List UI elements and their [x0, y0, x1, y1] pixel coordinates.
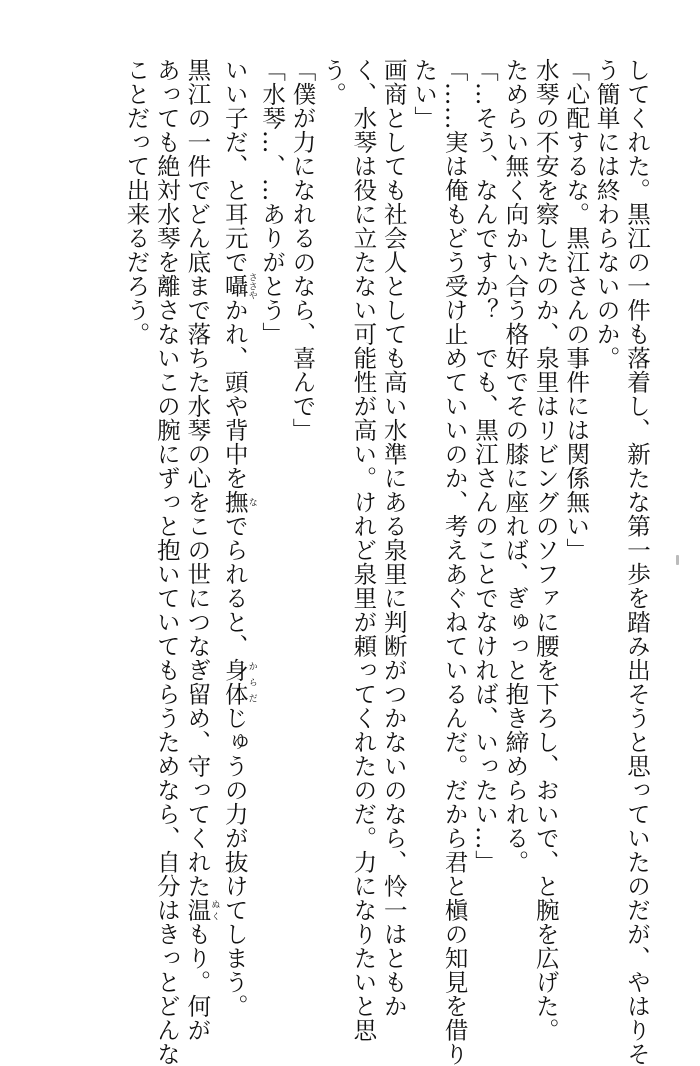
text-line-2: う簡単には終わらないのか。 — [592, 58, 621, 370]
text-line-15: 黒江の一件でどん底まで落ちた水琴の心をこの世につなぎ留め、守ってくれた温ぬくもり。何が — [183, 58, 220, 1042]
ruby-annotation: 撫な — [220, 490, 257, 514]
text-line-17: ことだって出来るだろう。 — [122, 58, 151, 346]
text-line-13: 「水琴…、…ありがとう」 — [258, 58, 287, 346]
ruby-annotation: 身体からだ — [220, 658, 257, 706]
text-line-5: ためらい無く向かい合う格好でその膝に座れば、ぎゅっと抱き締められる。 — [501, 58, 530, 874]
text-line-1: してくれた。黒江の一件も落着し、新たな第一歩を踏み出そうと思っていたのだが、やはりそ — [623, 58, 651, 1066]
text-line-10: く、水琴は役に立たない可能性が高い。けれど泉里が頼ってくれたのだ。力になりたいと思 — [349, 58, 378, 1042]
vertical-text-body — [121, 58, 652, 1066]
text-line-12: 「僕が力になれるのなら、喜んで」 — [288, 58, 317, 442]
text-line-16: あっても絶対水琴を離さないこの腕にずっと抱いていてもらうためなら、自分はきっとどんな — [152, 58, 181, 1066]
ruby-annotation: 囁ささや — [220, 272, 257, 300]
text-line-11: う。 — [318, 58, 347, 106]
text-line-14: いい子だ、と耳元で囁ささやかれ、頭や背中を撫なでられると、身体からだじゅうの力が抜けてしまう。 — [220, 58, 257, 1018]
text-line-8: たい」 — [410, 58, 439, 130]
text-line-4: 水琴の不安を察したのか、泉里はリビングのソファに腰を下ろし、おいで、と腕を広げた。 — [531, 58, 560, 1042]
text-line-7: 「……実は俺もどう受け止めていいのか、考えあぐねているんだ。だから君と槇の知見を借り — [440, 58, 469, 1066]
scan-mark — [676, 555, 679, 565]
text-line-3: 「心配するな。黒江さんの事件には関係無い」 — [562, 58, 591, 562]
text-line-9: 画商としても社会人としても高い水準にある泉里に判断がつかないのなら、怜一はともか — [379, 58, 408, 1018]
ruby-annotation: 温ぬく — [183, 898, 220, 922]
text-line-6: 「…そう、なんですか？ でも、黒江さんのことでなければ、いったい…」 — [470, 58, 499, 874]
